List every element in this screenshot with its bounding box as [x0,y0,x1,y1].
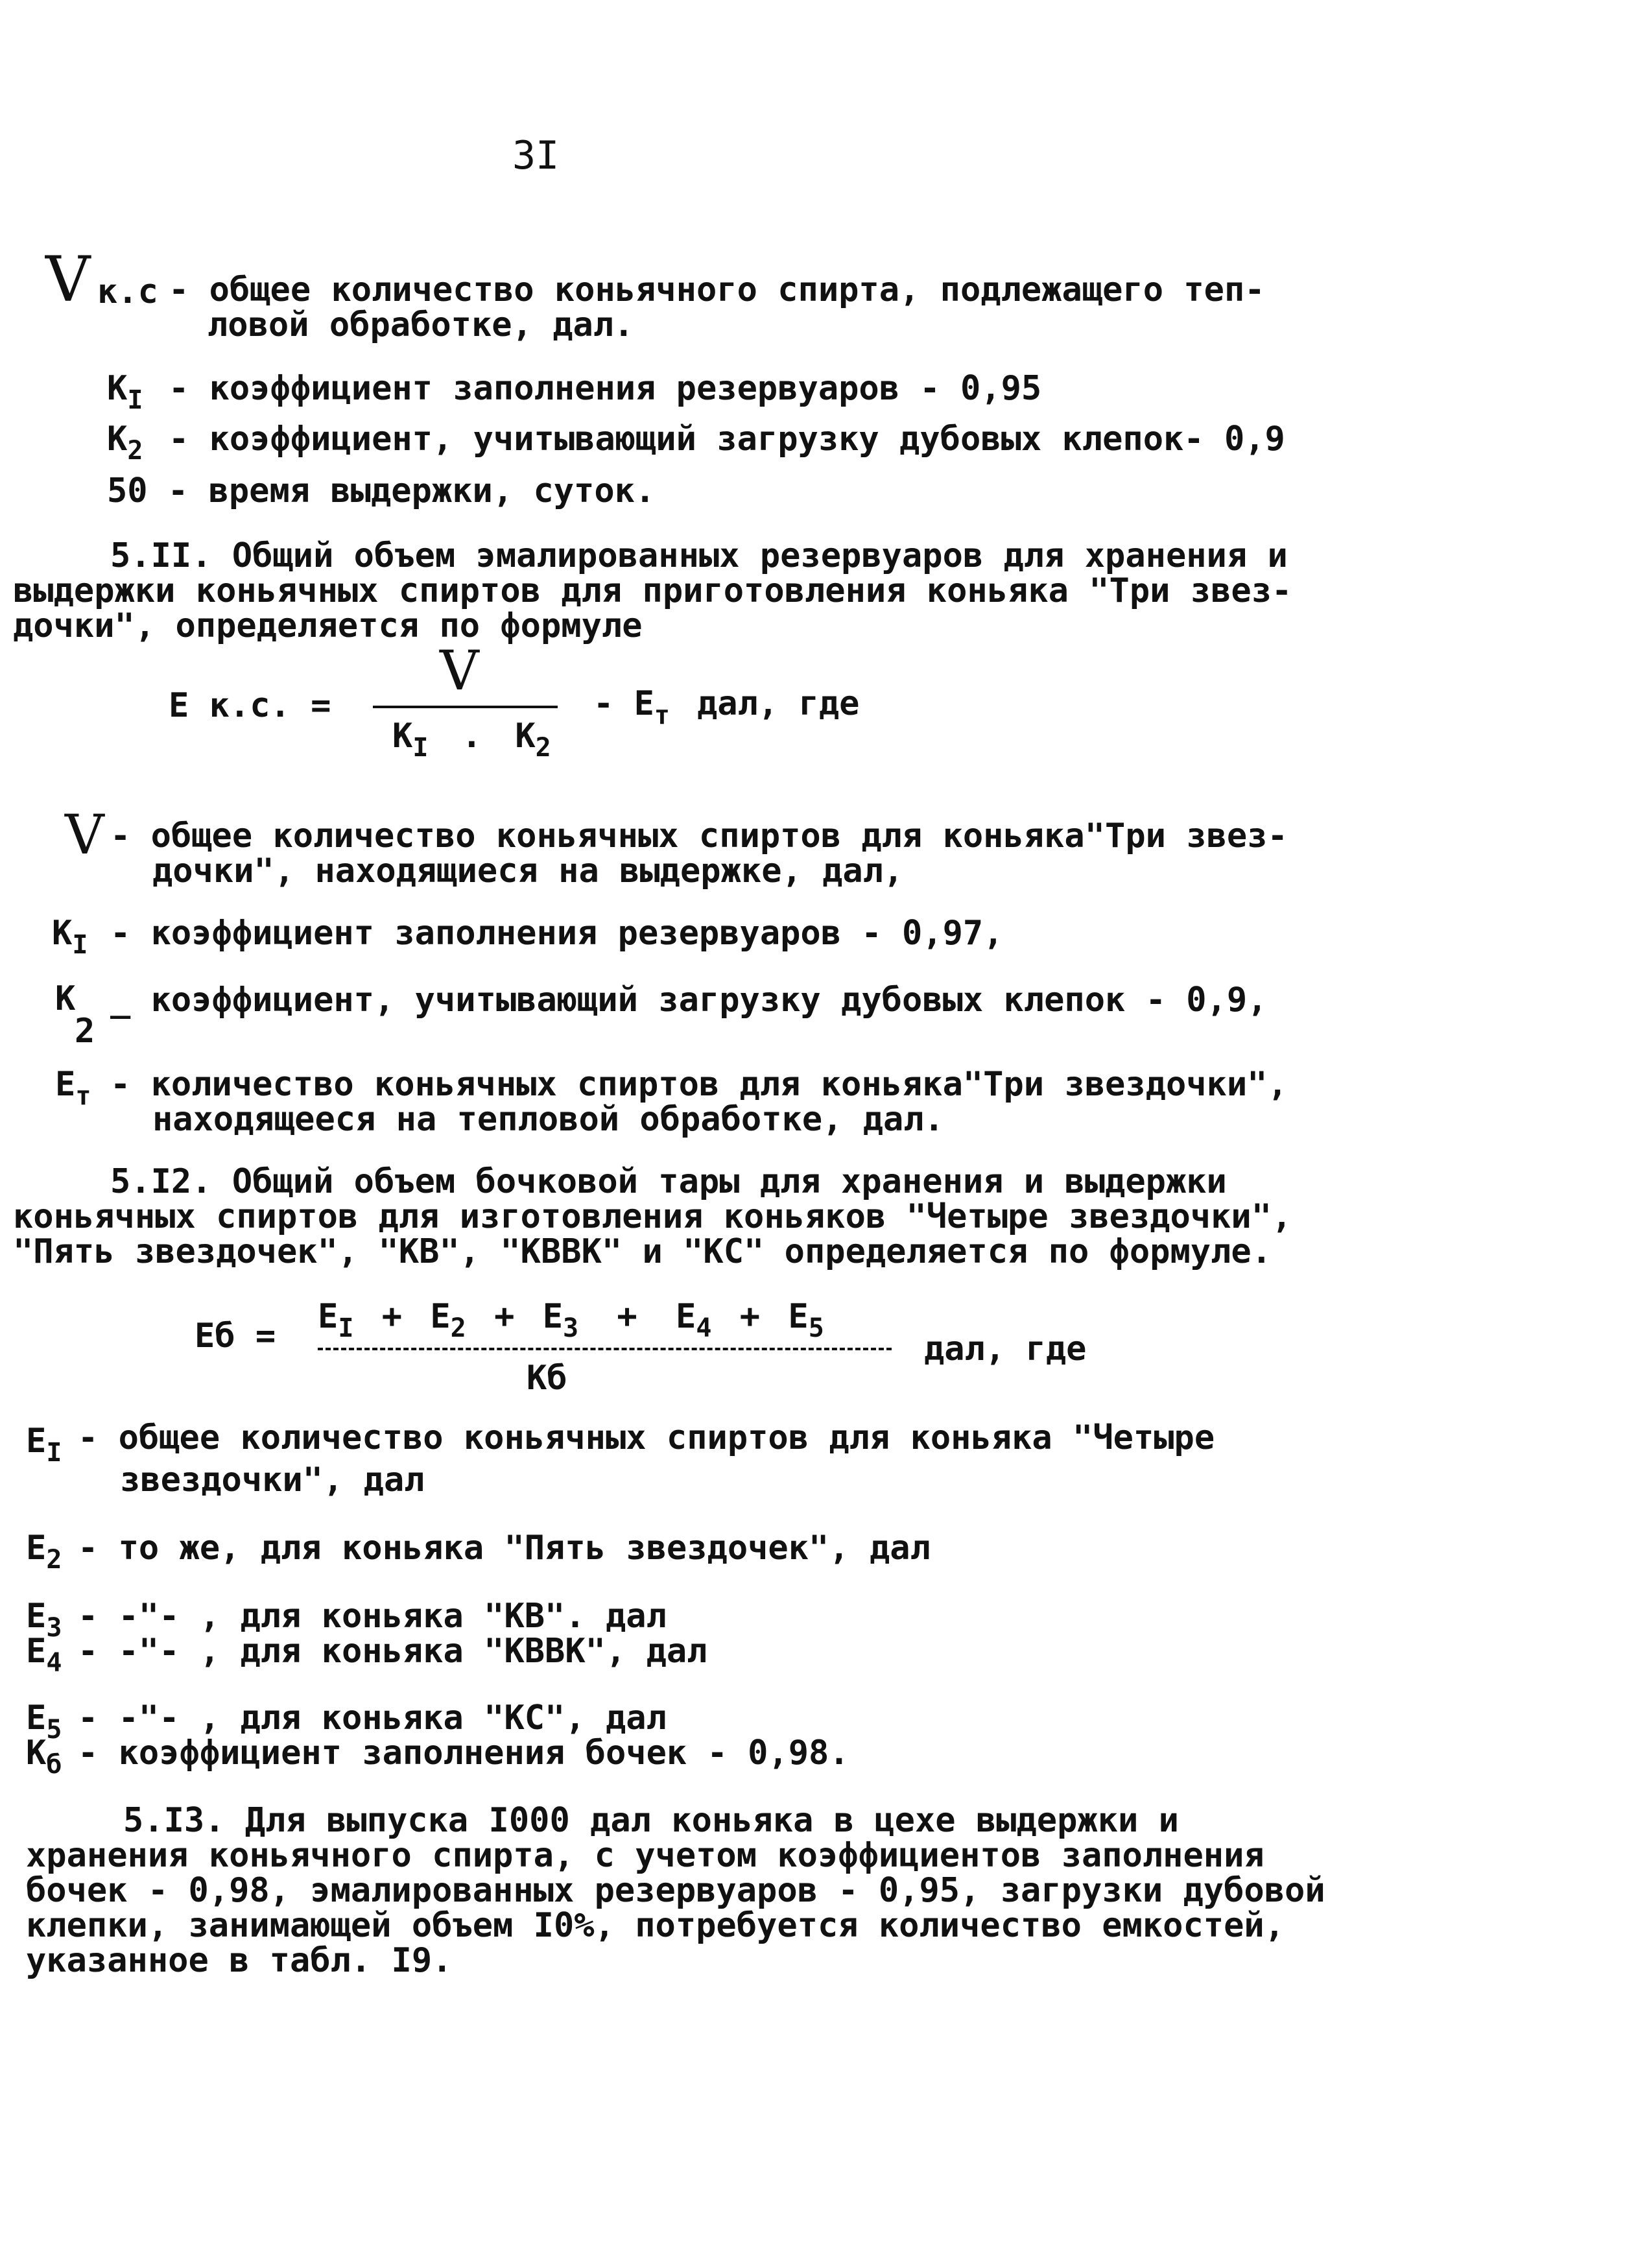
plus-2: + [494,1297,515,1336]
k2-text: - коэффициент, учитывающий загрузку дубовых клепок- 0,9 [169,420,1285,459]
et-label [55,1065,91,1111]
e5-def-symbol: Е [26,1699,47,1737]
e1-subscript: I [338,1313,354,1343]
den-dot: . [461,717,482,756]
e3-symbol: Е [542,1297,563,1336]
den-k1-symbol: К [392,717,413,756]
et-def-line-1: - количество коньячных спиртов для коньяка"Три звездочки", [110,1065,1288,1104]
vks-line-2: ловой обработке, дал. [208,305,634,344]
e1-symbol: Е [318,1297,338,1336]
v-def-line-1: - общее количество коньячных спиртов для коньяка"Три звез- [110,817,1288,855]
formula2-lhs: Еб = [195,1317,276,1355]
k1-label [107,369,143,415]
formula2-denominator: Кб [527,1359,567,1398]
e2-def-text: - то же, для коньяка "Пять звездочек", дал [78,1529,931,1568]
e3-def-text: - -"- , для коньяка "КВ". дал [78,1597,667,1636]
e4-subscript: 4 [696,1313,712,1343]
e2-subscript: 2 [450,1313,466,1343]
p512-line-1: 5.I2. Общий объем бочковой тары для хранения и выдержки [110,1162,1227,1201]
k1-symbol: К [107,369,128,408]
e4-def-text: - -"- , для коньяка "КВВК", дал [78,1632,707,1671]
k2-symbol: К [107,420,128,459]
v-symbol: V [45,243,91,316]
k2-label [107,420,143,466]
e4-def-subscript: 4 [46,1648,62,1678]
k2b-symbol: К [55,979,76,1018]
e4-symbol: Е [676,1297,696,1336]
plus-4: + [739,1297,761,1336]
p513-line-2: хранения коньячного спирта, с учетом коэффициентов заполнения [26,1836,1264,1875]
et-symbol: Е [55,1065,76,1104]
v-def-line-2: дочки", находящиеся на выдержке, дал, [152,852,904,890]
e1-def-label [26,1422,62,1468]
e5-def-subscript: 5 [46,1715,62,1745]
e3-def-symbol: Е [26,1597,47,1636]
den-k2-symbol: К [515,717,536,756]
p513-line-1: 5.I3. Для выпуска I000 дал коньяка в цехе выдержки и [123,1801,1179,1840]
e1-def-line-2: звездочки", дал [120,1461,425,1499]
kb-def-subscript: б [46,1750,62,1780]
formula1-minus-et [593,684,671,730]
k2b-subscript: 2 [75,1012,95,1051]
p513-line-3: бочек - 0,98, эмалированных резервуаров - 0,95, загрузки дубовой [26,1871,1325,1910]
e4-def-label [26,1632,62,1678]
days-line: 50 - время выдержки, суток. [107,472,656,510]
et-def-subscript: т [75,1081,91,1111]
formula1-fraction-bar [373,706,558,708]
v-subscript: к.с [97,272,158,311]
p511-line-3: дочки", определяется по формуле [13,606,643,645]
page-number: 3I [512,133,560,178]
k1-text: - коэффициент заполнения резервуаров - 0,95 [169,369,1042,408]
formula1-numerator: V [440,639,479,702]
e1-def-line-1: - общее количество коньячных спиртов для коньяка "Четыре [78,1418,1215,1457]
e5-def-label [26,1699,62,1745]
k2b-text: _ коэффициент, учитывающий загрузку дубовых клепок - 0,9, [110,981,1268,1020]
minus-et-symbol: - Е [593,684,654,723]
vks-line-1: - общее количество коньячного спирта, подлежащего теп- [169,270,1265,309]
e2-def-symbol: Е [26,1529,47,1568]
et-def-line-2: находящееся на тепловой обработке, дал. [152,1100,944,1139]
e3-def-subscript: 3 [46,1613,62,1643]
e2-def-label [26,1529,62,1575]
formula1-denominator [392,717,551,763]
p513-line-5: указанное в табл. I9. [26,1941,453,1980]
e3-def-label [26,1597,62,1643]
e2-def-subscript: 2 [46,1545,62,1575]
k1b-label [52,914,88,960]
k1b-symbol: К [52,914,73,953]
p511-line-1: 5.II. Общий объем эмалированных резервуаров для хранения и [110,536,1288,575]
kb-def-text: - коэффициент заполнения бочек - 0,98. [78,1734,849,1773]
k1-subscript: I [127,385,143,415]
p512-line-2: коньячных спиртов для изготовления коньяков "Четыре звездочки", [13,1197,1292,1236]
formula1-tail: дал, где [697,684,860,723]
e5-subscript: 5 [808,1313,824,1343]
formula2-fraction-bar [318,1348,892,1350]
p512-line-3: "Пять звездочек", "КВ", "КВВК" и "КС" определяется по формуле. [13,1232,1272,1271]
e1-def-subscript: I [46,1438,62,1468]
et-subscript: т [654,700,671,730]
plus-3: + [617,1297,637,1336]
e5-symbol: Е [788,1297,809,1336]
p513-line-4: клепки, занимающей объем I0%, потребуется количество емкостей, [26,1906,1285,1945]
k1b-text: - коэффициент заполнения резервуаров - 0,97, [110,914,1004,953]
e4-def-symbol: Е [26,1632,47,1671]
formula2-tail: дал, где [924,1330,1087,1368]
e5-def-text: - -"- , для коньяка "КС", дал [78,1699,667,1737]
e2-symbol: Е [430,1297,451,1336]
formula1-lhs: Е к.с. = [169,686,331,725]
v-symbol-2: V [65,803,104,866]
e3-subscript: 3 [563,1313,579,1343]
den-k1-subscript: I [412,733,429,763]
e1-def-symbol: Е [26,1422,47,1461]
kb-def-symbol: К [26,1734,47,1773]
k1b-subscript: I [72,930,88,960]
den-k2-subscript: 2 [535,733,551,763]
k2-subscript: 2 [127,436,143,466]
kb-def-label [26,1734,62,1780]
formula2-numerator [318,1297,824,1343]
plus-1: + [381,1297,403,1336]
p511-line-2: выдержки коньячных спиртов для приготовления коньяка "Три звез- [13,571,1292,610]
